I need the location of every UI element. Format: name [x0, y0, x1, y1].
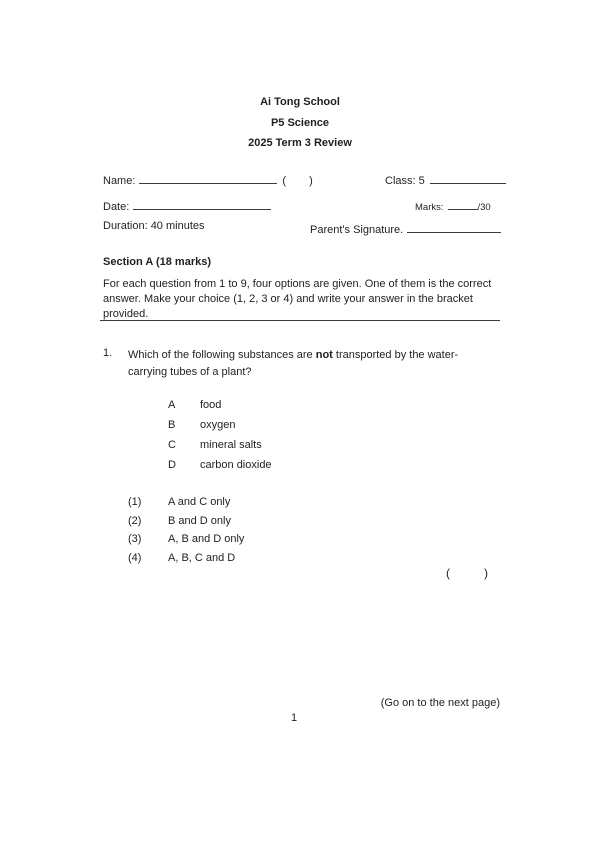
- option-letter: D: [168, 459, 176, 471]
- school-name: Ai Tong School: [260, 96, 340, 108]
- marks-label: Marks:: [415, 202, 444, 213]
- choice-number: (1): [128, 496, 142, 508]
- choice-text: A, B and D only: [168, 533, 245, 545]
- signature-label: Parent's Signature.: [310, 224, 404, 236]
- choice-number: (2): [128, 515, 142, 527]
- index-number-brackets: ( ): [282, 175, 323, 187]
- answer-bracket-open: (: [446, 566, 450, 580]
- name-blank-line: [139, 171, 277, 184]
- class-label: Class: 5: [385, 175, 425, 187]
- name-row: [103, 171, 323, 187]
- date-blank-line: [133, 197, 271, 210]
- option-row: [168, 419, 175, 431]
- question-text-before: Which of the following substances are: [128, 349, 316, 361]
- option-row: [168, 459, 176, 471]
- name-label: Name:: [103, 175, 136, 187]
- section-divider-line: [100, 320, 500, 321]
- signature-row: [310, 220, 501, 236]
- option-text: carbon dioxide: [200, 459, 272, 471]
- choice-text: A and C only: [168, 496, 231, 508]
- option-letter: C: [168, 439, 176, 451]
- class-row: [385, 171, 506, 187]
- option-text: oxygen: [200, 419, 236, 431]
- option-text: mineral salts: [200, 439, 262, 451]
- duration-label: Duration: 40 minutes: [103, 220, 205, 232]
- subject-title: P5 Science: [270, 117, 330, 129]
- choice-number: (3): [128, 533, 142, 545]
- date-label: Date:: [103, 201, 130, 213]
- question-text-bold: not: [315, 349, 333, 361]
- marks-row: [415, 199, 491, 213]
- marks-total: /30: [477, 202, 491, 213]
- option-row: [168, 439, 176, 451]
- signature-blank-line: [407, 220, 501, 233]
- date-row: [103, 197, 271, 213]
- exam-title: 2025 Term 3 Review: [248, 137, 352, 149]
- choice-text: A, B, C and D: [168, 552, 236, 564]
- answer-bracket: [446, 566, 488, 580]
- option-letter: B: [168, 419, 176, 431]
- answer-bracket-close: ): [484, 566, 488, 580]
- section-a-title: Section A (18 marks): [103, 256, 212, 268]
- option-letter: A: [168, 399, 176, 411]
- option-text: food: [200, 399, 222, 411]
- question-number: 1.: [103, 347, 113, 359]
- section-a-instructions: For each question from 1 to 9, four options are given. One of them is the correct answer. Make your choice (1, 2, 3 or 4) and write your answer in the bracket provided.: [103, 278, 492, 320]
- choice-text: B and D only: [168, 515, 231, 527]
- marks-blank-line: [448, 199, 478, 210]
- question-text: [128, 347, 496, 380]
- question-text-after: transported by the water-carrying tubes of a plant?: [128, 349, 459, 378]
- class-blank-line: [430, 171, 506, 184]
- next-page-note: (Go on to the next page): [380, 697, 500, 709]
- option-row: [168, 399, 175, 411]
- choice-number: (4): [128, 552, 142, 564]
- page-number: 1: [290, 712, 298, 724]
